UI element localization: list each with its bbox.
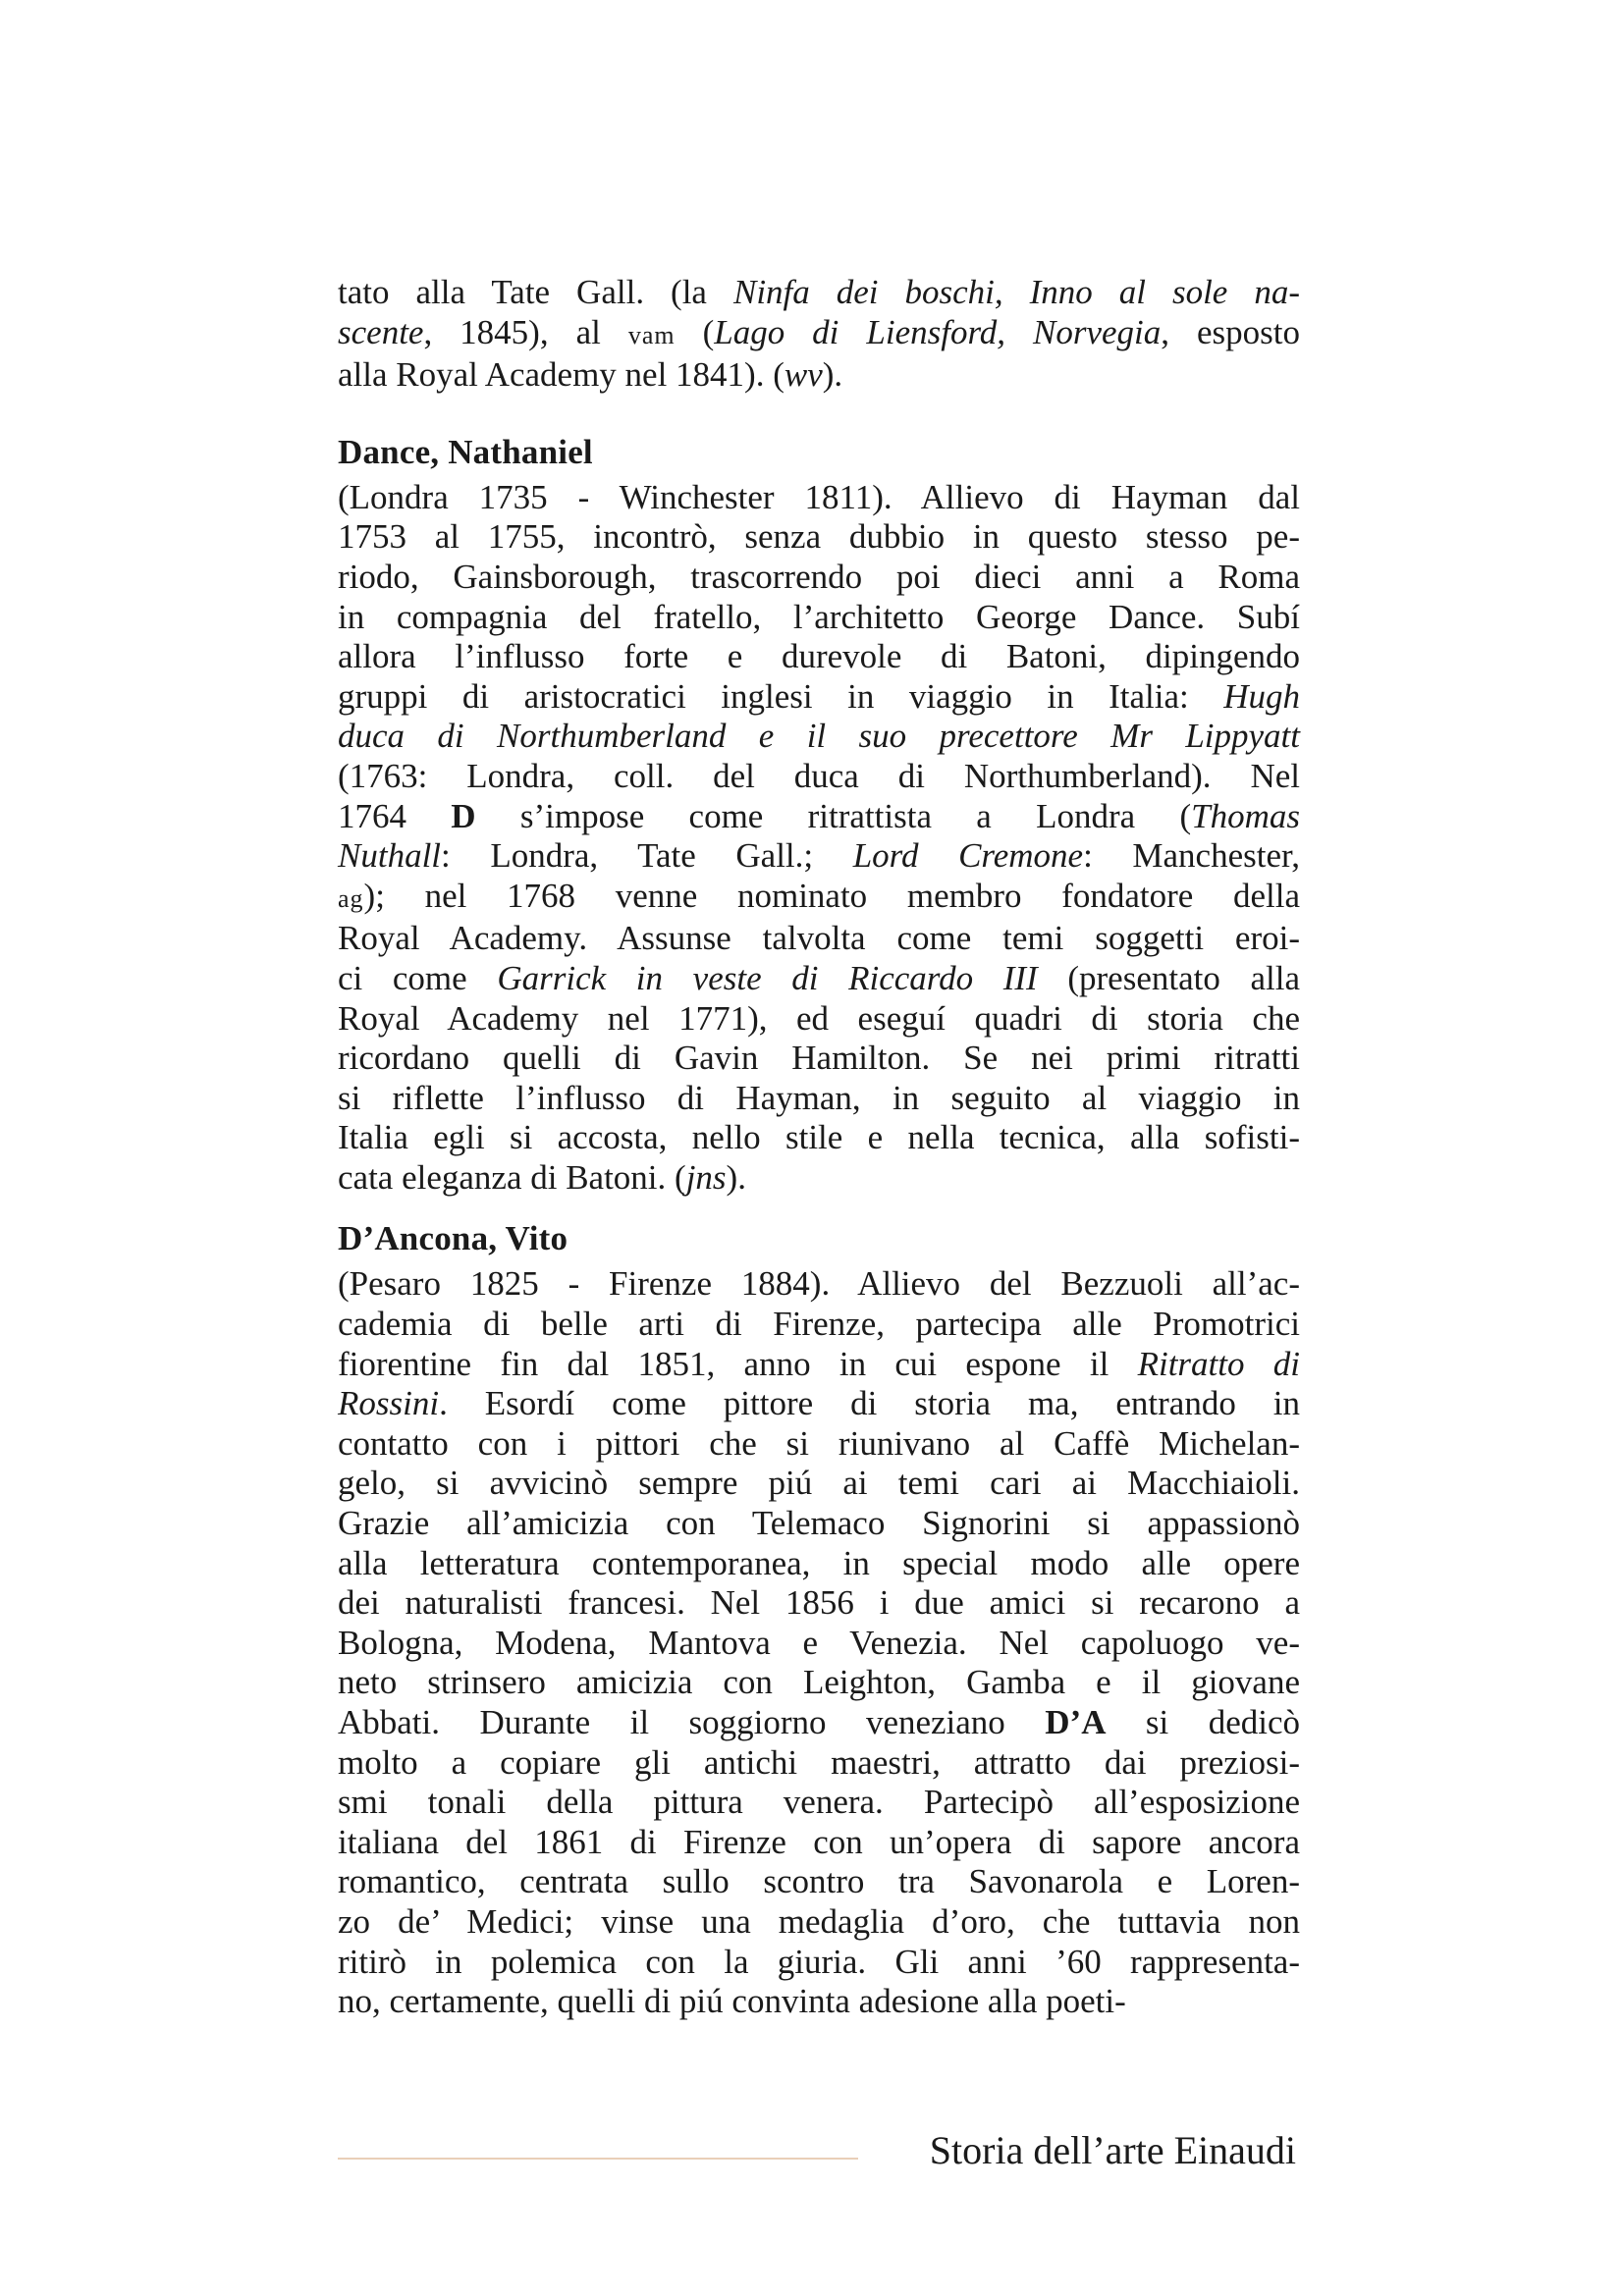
intro-line — [338, 273, 1300, 313]
footer-rule — [338, 2158, 858, 2160]
intro-text: wv — [784, 355, 823, 395]
entry-1-text: molto a copiare gli antichi maestri, attratto dai preziosi- — [338, 1742, 1300, 1782]
entry-0-text: Thomas — [1191, 796, 1300, 835]
entry-1-text: . Esordí come pittore di storia ma, entrando in — [439, 1384, 1300, 1423]
entry-0-text: Hugh — [1223, 676, 1300, 716]
entry-1-line — [338, 1943, 1300, 1983]
entry-0-text: (1763: Londra, coll. del duca di Northumberland). Nel — [338, 756, 1300, 795]
entry-1-text: dei naturalisti francesi. Nel 1856 i due amici si recarono a — [338, 1583, 1300, 1623]
intro-text: vam — [627, 320, 676, 349]
entry-0-line — [338, 1039, 1300, 1079]
entry-0-text: gruppi di aristocratici inglesi in viaggio in Italia: — [338, 676, 1224, 716]
intro-paragraph — [338, 273, 1300, 396]
intro-line — [338, 313, 1300, 356]
entry-0-text: (Londra 1735 - Winchester 1811). Allievo di Hayman dal — [338, 477, 1300, 516]
entry-0-text: cata eleganza di Batoni. ( — [338, 1157, 686, 1197]
intro-text: , esposto — [1161, 312, 1301, 351]
entry-0-line — [338, 1158, 1300, 1199]
intro-text: ). — [822, 355, 843, 395]
entry-1-text: contatto con i pittori che si riunivano al Caffè Michelan- — [338, 1423, 1300, 1463]
entry-1-line — [338, 1264, 1300, 1305]
entry-1-text: Rossini — [338, 1384, 440, 1423]
entry-0-line — [338, 717, 1300, 757]
intro-text: scente — [338, 312, 424, 351]
entry-0-line — [338, 919, 1300, 959]
entry-0-text: D — [451, 796, 476, 835]
entry-0-text: ag — [338, 883, 364, 913]
entry-0-text: in compagnia del fratello, l’architetto George Dance. Subí — [338, 597, 1300, 636]
entry-title-dance: Dance, Nathaniel — [338, 432, 593, 471]
footer-publication-title: Storia dell’arte Einaudi — [929, 2128, 1296, 2172]
entry-0-text: Nuthall — [338, 836, 442, 876]
entry-1-line — [338, 1902, 1300, 1943]
entry-1-line — [338, 1783, 1300, 1823]
intro-text: Ninfa dei boschi, Inno al sole na- — [732, 273, 1300, 311]
entry-0-text: s’impose come ritrattista a Londra ( — [475, 796, 1192, 835]
entry-0-text: Italia egli si accosta, nello stile e nella tecnica, alla sofisti- — [338, 1118, 1300, 1157]
entry-0-line — [338, 999, 1300, 1040]
entry-body-dance — [338, 478, 1300, 1199]
entry-0-text: allora l’influsso forte e durevole di Batoni, dipingendo — [338, 637, 1300, 676]
entry-body-dancona — [338, 1264, 1300, 2021]
entry-1-text: gelo, si avvicinò sempre piú ai temi cari ai Macchiaioli. — [338, 1464, 1300, 1503]
entry-0-line — [338, 517, 1300, 558]
entry-0-line — [338, 959, 1300, 999]
entry-1-text: Grazie all’amicizia con Telemaco Signorini si appassionò — [338, 1504, 1300, 1543]
entry-0-line — [338, 478, 1300, 518]
entry-0-line — [338, 637, 1300, 677]
entry-1-text: cademia di belle arti di Firenze, partecipa alle Promotrici — [338, 1305, 1300, 1344]
entry-0-text: Royal Academy nel 1771), ed eseguí quadri di storia che — [338, 998, 1300, 1038]
entry-0-text: : Manchester, — [1083, 836, 1300, 876]
entry-1-line — [338, 1982, 1300, 2022]
entry-1-line — [338, 1743, 1300, 1784]
entry-0-text: : Londra, Tate Gall.; — [441, 836, 853, 876]
entry-0-text: jns — [685, 1157, 727, 1197]
entry-1-line — [338, 1862, 1300, 1902]
entry-1-text: smi tonali della pittura venera. Partecipò all’esposizione — [338, 1783, 1300, 1822]
entry-1-text: fiorentine fin dal 1851, anno in cui espone il — [338, 1344, 1138, 1383]
entry-0-line — [338, 877, 1300, 920]
intro-text: alla Royal Academy nel 1841). ( — [338, 355, 784, 395]
entry-1-text: ritirò in polemica con la giuria. Gli anni ’60 rappresenta- — [338, 1942, 1300, 1981]
entry-1-text: zo de’ Medici; vinse una medaglia d’oro, che tuttavia non — [338, 1901, 1300, 1941]
entry-0-text: ci come — [338, 958, 498, 997]
entry-0-text: riodo, Gainsborough, trascorrendo poi dieci anni a Roma — [338, 557, 1300, 596]
entry-1-line — [338, 1544, 1300, 1584]
entry-0-line — [338, 558, 1300, 598]
intro-text: ( — [675, 312, 715, 351]
entry-0-text: 1764 — [338, 796, 452, 835]
entry-1-line — [338, 1464, 1300, 1504]
entry-1-text: italiana del 1861 di Firenze con un’opera di sapore ancora — [338, 1822, 1300, 1861]
entry-0-line — [338, 797, 1300, 837]
entry-1-text: neto strinsero amicizia con Leighton, Gamba e il giovane — [338, 1663, 1300, 1702]
entry-1-text: (Pesaro 1825 - Firenze 1884). Allievo del Bezzuoli all’ac- — [338, 1264, 1300, 1304]
entry-1-line — [338, 1823, 1300, 1863]
entry-0-line — [338, 598, 1300, 638]
intro-line — [338, 355, 1300, 396]
entry-1-line — [338, 1624, 1300, 1664]
entry-1-text: alla letteratura contemporanea, in special modo alle opere — [338, 1543, 1300, 1582]
entry-1-line — [338, 1345, 1300, 1385]
intro-text: tato alla Tate Gall. (la — [338, 273, 733, 311]
entry-0-text: si riflette l’influsso di Hayman, in seguito al viaggio in — [338, 1078, 1300, 1117]
entry-0-line — [338, 836, 1300, 877]
entry-1-line — [338, 1305, 1300, 1345]
entry-0-text: Lord Cremone — [852, 836, 1084, 876]
entry-0-line — [338, 677, 1300, 718]
entry-0-line — [338, 1079, 1300, 1119]
entry-0-line — [338, 1118, 1300, 1158]
entry-1-line — [338, 1583, 1300, 1624]
entry-1-text: romantico, centrata sullo scontro tra Savonarola e Loren- — [338, 1862, 1300, 1901]
entry-1-line — [338, 1504, 1300, 1544]
entry-0-text: 1753 al 1755, incontrò, senza dubbio in questo stesso pe- — [338, 517, 1300, 557]
entry-1-text: D’A — [1045, 1703, 1107, 1741]
entry-0-line — [338, 757, 1300, 797]
entry-1-line — [338, 1703, 1300, 1743]
entry-1-line — [338, 1663, 1300, 1703]
entry-1-line — [338, 1424, 1300, 1465]
entry-0-text: Royal Academy. Assunse talvolta come temi soggetti eroi- — [338, 919, 1300, 958]
intro-text: , 1845), al — [423, 312, 628, 351]
entry-0-text: ). — [726, 1157, 746, 1197]
entry-1-text: si dedicò — [1106, 1703, 1301, 1741]
entry-0-text: duca di Northumberland e il suo precettore Mr Lippyatt — [338, 717, 1300, 756]
entry-title-dancona: D’Ancona, Vito — [338, 1219, 568, 1258]
text-column — [338, 273, 1300, 2022]
page-footer — [338, 2125, 1300, 2184]
entry-1-text: Abbati. Durante il soggiorno veneziano — [338, 1703, 1046, 1741]
entry-1-text: Ritratto di — [1137, 1344, 1300, 1383]
entry-1-line — [338, 1384, 1300, 1424]
entry-0-text: ricordano quelli di Gavin Hamilton. Se nei primi ritratti — [338, 1039, 1300, 1078]
entry-0-text: ); nel 1768 venne nominato membro fondatore della — [363, 876, 1300, 915]
entry-1-text: no, certamente, quelli di piú convinta adesione alla poeti- — [338, 1982, 1126, 2021]
entry-0-text: Garrick in veste di Riccardo III — [497, 958, 1038, 997]
entry-1-text: Bologna, Modena, Mantova e Venezia. Nel capoluogo ve- — [338, 1623, 1300, 1662]
intro-text: Lago di Liensford, Norvegia — [714, 312, 1162, 351]
entry-0-text: (presentato alla — [1037, 958, 1300, 997]
